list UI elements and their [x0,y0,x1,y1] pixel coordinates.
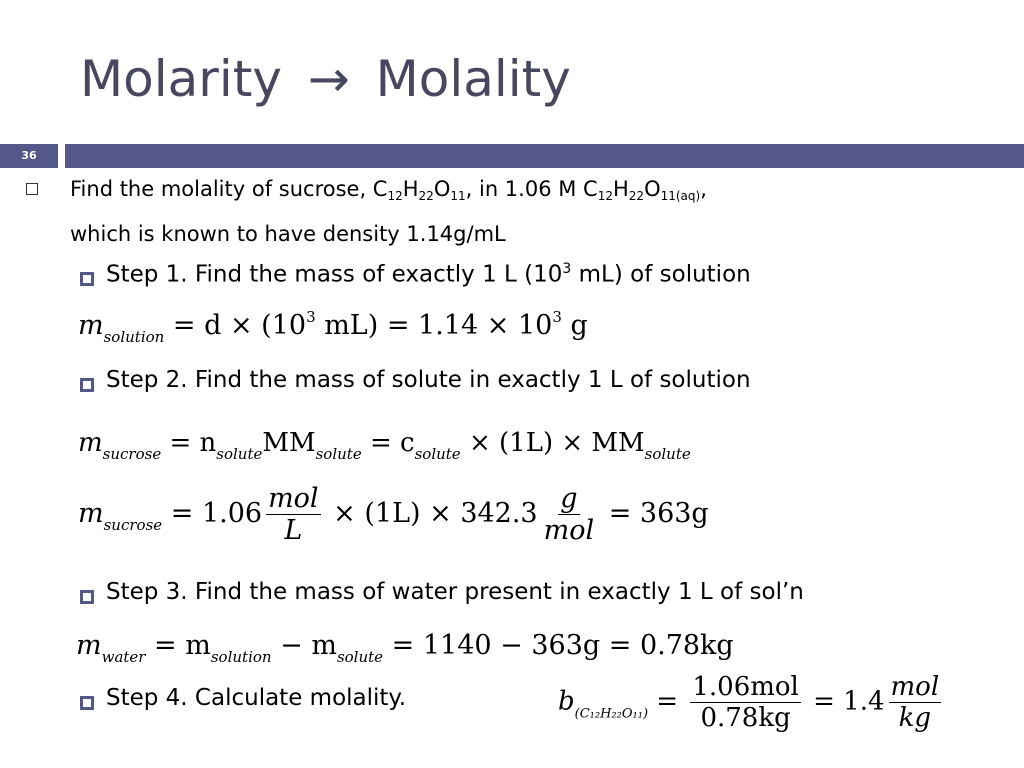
eq-part: × (1L) × MM [460,428,645,458]
arrow-right-icon: → [307,50,350,108]
problem-statement [70,170,1000,253]
fraction-denominator: L [284,515,303,546]
eq-part: = 1.06 [162,498,263,529]
eq-sub: solution [210,648,272,666]
bullet-filled-square-icon [80,272,94,286]
problem-text: H [402,177,419,201]
fraction [266,483,321,546]
eq-sub: solute [216,445,263,463]
fraction [690,672,801,733]
subscript: 22 [418,189,434,203]
eq-part: g [561,310,588,341]
slide-title [80,50,571,108]
eq-var: b [558,686,575,717]
eq-sub: sucrose [102,445,162,463]
eq-var: m [76,630,102,661]
header-bar [65,144,1024,168]
equation-molality [558,672,945,733]
problem-text: H [612,177,629,201]
fraction-denominator: mol [543,515,595,546]
eq-part: MM [262,428,316,458]
superscript: 3 [562,261,572,277]
equation-mass-solution [78,308,588,346]
eq-sub: solute [644,445,691,463]
eq-var: m [78,498,104,529]
problem-text: , in 1.06 M C [465,177,598,201]
fraction-numerator: mol [268,483,319,514]
fraction-denominator: 0.78kg [700,703,791,733]
eq-sub: solute [336,648,384,666]
eq-sup: 3 [552,308,562,326]
eq-sup: 3 [306,308,316,326]
fraction [542,483,597,546]
fraction-numerator: mol [890,672,940,702]
eq-part: = 1.4 [804,686,885,717]
title-molarity: Molarity [80,50,282,108]
fraction [889,672,942,733]
subscript: 12 [597,189,613,203]
slide-number: 36 [0,144,58,168]
step-3: Step 3. Find the mass of water present in exactly 1 L of sol’n [106,579,804,605]
subscript: 11 [450,189,466,203]
problem-text: O [433,177,451,201]
eq-part: = c [361,428,415,458]
eq-part: = 363g [600,498,709,529]
bullet-filled-square-icon [80,590,94,604]
eq-sub: solution [103,328,165,346]
equation-mass-water [76,630,734,666]
eq-var: m [78,310,104,341]
subscript: 12 [387,189,403,203]
fraction-numerator: 1.06mol [692,672,799,702]
problem-text: , [700,177,707,201]
eq-sub: water [101,648,146,666]
eq-part: = 1140 − 363g = 0.78kg [383,630,734,661]
eq-var: m [78,428,103,458]
subscript: 22 [628,189,645,203]
eq-part: × (1L) × 342.3 [324,498,538,529]
step-1-text: Step 1. Find the mass of exactly 1 L (10 [106,261,563,288]
eq-sub: (C₁₂H₂₂O₁₁) [574,706,649,722]
eq-part: − m [271,630,337,661]
problem-text: O [644,177,661,201]
bullet-filled-square-icon [80,378,94,392]
problem-text: Find the molality of sucrose, C [70,177,388,201]
fraction-numerator: g [560,483,578,514]
bullet-filled-square-icon [80,696,94,710]
title-molality: Molality [375,50,571,108]
step-2: Step 2. Find the mass of solute in exactly 1 L of solution [106,367,751,393]
eq-sub: solute [315,445,362,463]
fraction-denominator: kg [898,703,932,733]
eq-sub: sucrose [103,516,163,534]
bullet-square-icon [26,183,38,195]
eq-part: = d × (10 [164,310,307,341]
problem-text-line2: which is known to have density 1.14g/mL [70,222,506,246]
step-4: Step 4. Calculate molality. [106,685,407,711]
eq-part: = [648,686,687,717]
eq-part: mL) = 1.14 × 10 [315,310,553,341]
eq-part: = n [161,428,217,458]
equation-mass-sucrose-numeric [78,483,709,546]
subscript: 11(aq) [660,189,701,203]
step-1 [106,261,751,288]
eq-part: = m [145,630,211,661]
step-1-text-end: mL) of solution [571,261,751,288]
eq-sub: solute [414,445,461,463]
equation-mass-sucrose-general [78,428,691,463]
